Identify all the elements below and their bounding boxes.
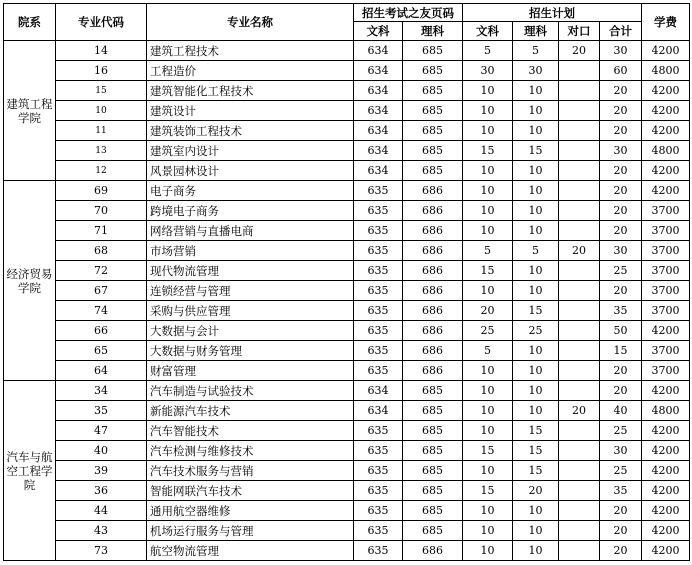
table-row <box>4 321 690 341</box>
name-cell: 建筑装饰工程技术 <box>147 121 354 141</box>
page-li-cell: 685 <box>403 521 463 541</box>
table-row <box>4 521 690 541</box>
plan-dk-cell <box>559 141 600 161</box>
code-cell: 34 <box>56 381 147 401</box>
table-row <box>4 141 690 161</box>
name-cell: 汽车制造与试验技术 <box>147 381 354 401</box>
code-cell: 67 <box>56 281 147 301</box>
plan-wen-cell: 15 <box>463 261 513 281</box>
table-row <box>4 61 690 81</box>
plan-li-cell: 10 <box>513 101 559 121</box>
page-wen-cell: 635 <box>354 301 403 321</box>
name-cell: 大数据与会计 <box>147 321 354 341</box>
table-row <box>4 261 690 281</box>
plan-total-cell: 20 <box>600 181 642 201</box>
plan-wen-cell: 5 <box>463 241 513 261</box>
fee-cell: 4200 <box>642 541 690 561</box>
page-li-cell: 685 <box>403 441 463 461</box>
name-cell: 新能源汽车技术 <box>147 401 354 421</box>
plan-dk-cell <box>559 481 600 501</box>
name-cell: 风景园林设计 <box>147 161 354 181</box>
code-cell: 43 <box>56 521 147 541</box>
page-li-cell: 686 <box>403 341 463 361</box>
plan-dk-cell <box>559 541 600 561</box>
plan-total-cell: 20 <box>600 101 642 121</box>
table-row <box>4 381 690 401</box>
code-cell: 73 <box>56 541 147 561</box>
name-cell: 建筑智能化工程技术 <box>147 81 354 101</box>
name-cell: 连锁经营与管理 <box>147 281 354 301</box>
fee-cell: 4200 <box>642 161 690 181</box>
plan-wen-cell: 30 <box>463 61 513 81</box>
plan-total-cell: 20 <box>600 501 642 521</box>
page-wen-cell: 635 <box>354 541 403 561</box>
page-li-cell: 685 <box>403 61 463 81</box>
name-cell: 通用航空器维修 <box>147 501 354 521</box>
plan-li-cell: 10 <box>513 361 559 381</box>
page-li-cell: 685 <box>403 101 463 121</box>
plan-dk-cell <box>559 221 600 241</box>
plan-wen-cell: 20 <box>463 301 513 321</box>
code-cell: 74 <box>56 301 147 321</box>
plan-wen-cell: 25 <box>463 321 513 341</box>
plan-li-cell: 10 <box>513 281 559 301</box>
page-li-cell: 686 <box>403 301 463 321</box>
page-wen-cell: 635 <box>354 361 403 381</box>
table-row <box>4 101 690 121</box>
page-wen-cell: 634 <box>354 381 403 401</box>
name-cell: 采购与供应管理 <box>147 301 354 321</box>
plan-dk-cell <box>559 521 600 541</box>
dept-cell: 经济贸易学院 <box>4 181 56 381</box>
page-wen-cell: 635 <box>354 421 403 441</box>
code-cell: 70 <box>56 201 147 221</box>
fee-cell: 4200 <box>642 381 690 401</box>
fee-cell: 4200 <box>642 181 690 201</box>
plan-wen-cell: 15 <box>463 141 513 161</box>
code-cell: 15 <box>56 81 147 101</box>
page-wen-cell: 635 <box>354 341 403 361</box>
plan-wen-cell: 10 <box>463 461 513 481</box>
page-li-cell: 685 <box>403 401 463 421</box>
code-cell: 65 <box>56 341 147 361</box>
page-wen-cell: 635 <box>354 481 403 501</box>
header-plan-li: 理科 <box>513 22 559 41</box>
header-plan-total: 合计 <box>600 22 642 41</box>
plan-dk-cell <box>559 61 600 81</box>
code-cell: 66 <box>56 321 147 341</box>
plan-total-cell: 20 <box>600 81 642 101</box>
plan-total-cell: 30 <box>600 41 642 61</box>
fee-cell: 4200 <box>642 81 690 101</box>
plan-total-cell: 25 <box>600 461 642 481</box>
code-cell: 39 <box>56 461 147 481</box>
page-li-cell: 685 <box>403 501 463 521</box>
name-cell: 建筑室内设计 <box>147 141 354 161</box>
page-li-cell: 685 <box>403 141 463 161</box>
table-row <box>4 401 690 421</box>
plan-wen-cell: 10 <box>463 361 513 381</box>
fee-cell: 3700 <box>642 281 690 301</box>
plan-li-cell: 10 <box>513 221 559 241</box>
page-wen-cell: 634 <box>354 161 403 181</box>
fee-cell: 4200 <box>642 321 690 341</box>
name-cell: 建筑工程技术 <box>147 41 354 61</box>
page-wen-cell: 635 <box>354 521 403 541</box>
table-row <box>4 421 690 441</box>
code-cell: 14 <box>56 41 147 61</box>
page-wen-cell: 635 <box>354 501 403 521</box>
header-dept: 院系 <box>4 4 56 41</box>
name-cell: 智能网联汽车技术 <box>147 481 354 501</box>
plan-dk-cell: 20 <box>559 41 600 61</box>
plan-wen-cell: 10 <box>463 161 513 181</box>
plan-li-cell: 10 <box>513 541 559 561</box>
plan-li-cell: 5 <box>513 41 559 61</box>
table-row <box>4 361 690 381</box>
plan-wen-cell: 15 <box>463 481 513 501</box>
page-li-cell: 685 <box>403 461 463 481</box>
page-wen-cell: 635 <box>354 241 403 261</box>
plan-dk-cell: 20 <box>559 241 600 261</box>
page-wen-cell: 635 <box>354 261 403 281</box>
plan-wen-cell: 10 <box>463 381 513 401</box>
table-row <box>4 201 690 221</box>
plan-li-cell: 10 <box>513 121 559 141</box>
plan-total-cell: 30 <box>600 241 642 261</box>
table-row <box>4 301 690 321</box>
plan-dk-cell <box>559 421 600 441</box>
fee-cell: 4200 <box>642 421 690 441</box>
plan-li-cell: 15 <box>513 421 559 441</box>
fee-cell: 3700 <box>642 261 690 281</box>
fee-cell: 4200 <box>642 121 690 141</box>
code-cell: 69 <box>56 181 147 201</box>
plan-total-cell: 30 <box>600 441 642 461</box>
page-wen-cell: 634 <box>354 401 403 421</box>
code-cell: 16 <box>56 61 147 81</box>
enrollment-plan-table <box>3 3 690 561</box>
name-cell: 航空物流管理 <box>147 541 354 561</box>
page-li-cell: 686 <box>403 281 463 301</box>
plan-wen-cell: 10 <box>463 281 513 301</box>
fee-cell: 3700 <box>642 301 690 321</box>
plan-total-cell: 25 <box>600 421 642 441</box>
name-cell: 电子商务 <box>147 181 354 201</box>
plan-total-cell: 40 <box>600 401 642 421</box>
name-cell: 大数据与财务管理 <box>147 341 354 361</box>
name-cell: 汽车智能技术 <box>147 421 354 441</box>
plan-total-cell: 35 <box>600 301 642 321</box>
fee-cell: 4200 <box>642 441 690 461</box>
table-row <box>4 501 690 521</box>
fee-cell: 4800 <box>642 61 690 81</box>
fee-cell: 3700 <box>642 341 690 361</box>
dept-cell: 汽车与航空工程学院 <box>4 381 56 561</box>
page-li-cell: 685 <box>403 421 463 441</box>
page-wen-cell: 634 <box>354 101 403 121</box>
plan-dk-cell: 20 <box>559 401 600 421</box>
page-li-cell: 686 <box>403 541 463 561</box>
page-li-cell: 685 <box>403 381 463 401</box>
plan-li-cell: 10 <box>513 181 559 201</box>
fee-cell: 4200 <box>642 501 690 521</box>
page-wen-cell: 635 <box>354 221 403 241</box>
code-cell: 47 <box>56 421 147 441</box>
plan-total-cell: 30 <box>600 141 642 161</box>
page-li-cell: 686 <box>403 321 463 341</box>
code-cell: 40 <box>56 441 147 461</box>
plan-dk-cell <box>559 301 600 321</box>
plan-li-cell: 15 <box>513 461 559 481</box>
table-row <box>4 181 690 201</box>
plan-total-cell: 20 <box>600 121 642 141</box>
table-row <box>4 161 690 181</box>
code-cell: 13 <box>56 141 147 161</box>
plan-wen-cell: 5 <box>463 41 513 61</box>
plan-dk-cell <box>559 341 600 361</box>
header-page-wen: 文科 <box>354 22 403 41</box>
fee-cell: 4200 <box>642 101 690 121</box>
table-row <box>4 481 690 501</box>
table-row <box>4 281 690 301</box>
table-row <box>4 121 690 141</box>
plan-li-cell: 10 <box>513 381 559 401</box>
header-name: 专业名称 <box>147 4 354 41</box>
plan-total-cell: 35 <box>600 481 642 501</box>
plan-total-cell: 20 <box>600 161 642 181</box>
plan-dk-cell <box>559 161 600 181</box>
page-wen-cell: 634 <box>354 141 403 161</box>
header-page-group: 招生考试之友页码 <box>354 4 463 22</box>
page-li-cell: 685 <box>403 41 463 61</box>
plan-dk-cell <box>559 381 600 401</box>
plan-li-cell: 15 <box>513 141 559 161</box>
page-wen-cell: 635 <box>354 461 403 481</box>
plan-total-cell: 20 <box>600 221 642 241</box>
plan-wen-cell: 10 <box>463 401 513 421</box>
code-cell: 64 <box>56 361 147 381</box>
fee-cell: 4200 <box>642 481 690 501</box>
plan-li-cell: 25 <box>513 321 559 341</box>
code-cell: 36 <box>56 481 147 501</box>
code-cell: 72 <box>56 261 147 281</box>
name-cell: 建筑设计 <box>147 101 354 121</box>
plan-dk-cell <box>559 101 600 121</box>
plan-total-cell: 20 <box>600 201 642 221</box>
name-cell: 工程造价 <box>147 61 354 81</box>
table-row <box>4 41 690 61</box>
table-row <box>4 541 690 561</box>
plan-dk-cell <box>559 361 600 381</box>
plan-wen-cell: 15 <box>463 441 513 461</box>
page-li-cell: 686 <box>403 201 463 221</box>
page-li-cell: 685 <box>403 121 463 141</box>
plan-total-cell: 25 <box>600 261 642 281</box>
fee-cell: 4800 <box>642 141 690 161</box>
header-code: 专业代码 <box>56 4 147 41</box>
plan-wen-cell: 10 <box>463 181 513 201</box>
page-li-cell: 685 <box>403 481 463 501</box>
code-cell: 11 <box>56 121 147 141</box>
code-cell: 44 <box>56 501 147 521</box>
page-li-cell: 686 <box>403 361 463 381</box>
plan-wen-cell: 10 <box>463 521 513 541</box>
plan-wen-cell: 10 <box>463 221 513 241</box>
name-cell: 跨境电子商务 <box>147 201 354 221</box>
plan-dk-cell <box>559 501 600 521</box>
plan-wen-cell: 10 <box>463 121 513 141</box>
plan-wen-cell: 5 <box>463 341 513 361</box>
plan-wen-cell: 10 <box>463 541 513 561</box>
header-page-li: 理科 <box>403 22 463 41</box>
page-li-cell: 686 <box>403 221 463 241</box>
page-wen-cell: 635 <box>354 181 403 201</box>
plan-li-cell: 10 <box>513 501 559 521</box>
name-cell: 汽车技术服务与营销 <box>147 461 354 481</box>
plan-total-cell: 20 <box>600 381 642 401</box>
page-wen-cell: 634 <box>354 121 403 141</box>
plan-li-cell: 10 <box>513 201 559 221</box>
page-wen-cell: 635 <box>354 201 403 221</box>
plan-li-cell: 10 <box>513 401 559 421</box>
plan-dk-cell <box>559 321 600 341</box>
page-wen-cell: 635 <box>354 281 403 301</box>
plan-wen-cell: 10 <box>463 101 513 121</box>
plan-total-cell: 60 <box>600 61 642 81</box>
name-cell: 机场运行服务与管理 <box>147 521 354 541</box>
plan-dk-cell <box>559 461 600 481</box>
page-wen-cell: 634 <box>354 81 403 101</box>
table-row <box>4 341 690 361</box>
plan-dk-cell <box>559 201 600 221</box>
name-cell: 现代物流管理 <box>147 261 354 281</box>
plan-dk-cell <box>559 281 600 301</box>
page-li-cell: 685 <box>403 161 463 181</box>
fee-cell: 4200 <box>642 521 690 541</box>
plan-total-cell: 20 <box>600 521 642 541</box>
name-cell: 财富管理 <box>147 361 354 381</box>
name-cell: 市场营销 <box>147 241 354 261</box>
name-cell: 汽车检测与维修技术 <box>147 441 354 461</box>
table-row <box>4 241 690 261</box>
header-fee: 学费 <box>642 4 690 41</box>
plan-li-cell: 15 <box>513 441 559 461</box>
code-cell: 68 <box>56 241 147 261</box>
name-cell: 网络营销与直播电商 <box>147 221 354 241</box>
plan-total-cell: 20 <box>600 361 642 381</box>
table-row <box>4 441 690 461</box>
table-body <box>4 41 690 561</box>
code-cell: 35 <box>56 401 147 421</box>
fee-cell: 3700 <box>642 361 690 381</box>
page-wen-cell: 634 <box>354 41 403 61</box>
table-row <box>4 221 690 241</box>
fee-cell: 3700 <box>642 201 690 221</box>
plan-total-cell: 20 <box>600 541 642 561</box>
fee-cell: 3700 <box>642 241 690 261</box>
plan-li-cell: 10 <box>513 161 559 181</box>
plan-total-cell: 50 <box>600 321 642 341</box>
plan-li-cell: 10 <box>513 81 559 101</box>
plan-wen-cell: 10 <box>463 421 513 441</box>
page-li-cell: 686 <box>403 241 463 261</box>
plan-dk-cell <box>559 121 600 141</box>
plan-dk-cell <box>559 81 600 101</box>
plan-wen-cell: 10 <box>463 81 513 101</box>
plan-wen-cell: 10 <box>463 201 513 221</box>
code-cell: 12 <box>56 161 147 181</box>
plan-dk-cell <box>559 441 600 461</box>
header-plan-wen: 文科 <box>463 22 513 41</box>
plan-total-cell: 15 <box>600 341 642 361</box>
dept-cell: 建筑工程学院 <box>4 41 56 181</box>
plan-li-cell: 5 <box>513 241 559 261</box>
page-wen-cell: 634 <box>354 61 403 81</box>
header-plan-group: 招生计划 <box>463 4 642 22</box>
page-li-cell: 686 <box>403 261 463 281</box>
plan-li-cell: 10 <box>513 521 559 541</box>
plan-li-cell: 10 <box>513 341 559 361</box>
fee-cell: 4800 <box>642 401 690 421</box>
header-plan-dk: 对口 <box>559 22 600 41</box>
page-wen-cell: 635 <box>354 441 403 461</box>
plan-dk-cell <box>559 181 600 201</box>
table-row <box>4 461 690 481</box>
fee-cell: 3700 <box>642 221 690 241</box>
plan-wen-cell: 10 <box>463 501 513 521</box>
plan-li-cell: 30 <box>513 61 559 81</box>
fee-cell: 4200 <box>642 461 690 481</box>
page-wen-cell: 635 <box>354 321 403 341</box>
code-cell: 10 <box>56 101 147 121</box>
page-li-cell: 685 <box>403 81 463 101</box>
code-cell: 71 <box>56 221 147 241</box>
table-row <box>4 81 690 101</box>
plan-li-cell: 15 <box>513 301 559 321</box>
fee-cell: 4200 <box>642 41 690 61</box>
plan-li-cell: 20 <box>513 481 559 501</box>
page-li-cell: 686 <box>403 181 463 201</box>
plan-total-cell: 20 <box>600 281 642 301</box>
plan-dk-cell <box>559 261 600 281</box>
plan-li-cell: 10 <box>513 261 559 281</box>
